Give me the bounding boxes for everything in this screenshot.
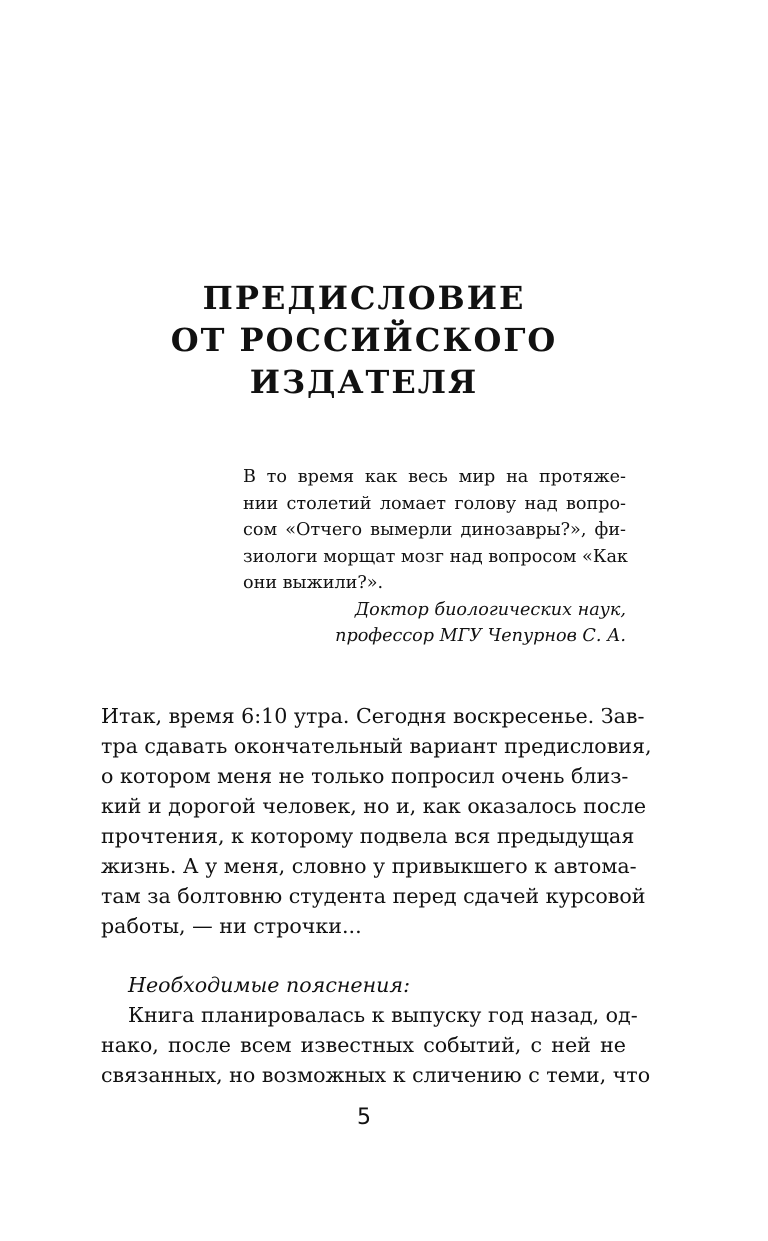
epigraph-line: нии столетий ломает голову над вопро- [243,493,626,514]
epigraph-attribution-line: профессор МГУ Чепурнов С. А. [335,626,626,646]
body-text [101,701,652,1090]
title-line: ИЗДАТЕЛЯ [249,363,479,401]
body-line: Книга планировалась к выпуску год назад, од- [128,1003,638,1027]
body-line: тра сдавать окончательный вариант предисловия, [101,734,652,758]
body-line: кий и дорогой человек, но и, как оказалось после [101,794,647,818]
epigraph-line: они выжили?». [243,573,384,593]
note-heading: Необходимые пояснения: [128,973,411,997]
body-line: прочтения, к которому подвела вся предыдущая [101,824,635,848]
epigraph-attribution-line: Доктор биологических наук, [354,599,626,620]
body-line: Итак, время 6:10 утра. Сегодня воскресенье. Зав- [101,704,645,728]
body-line: там за болтовню студента перед сдачей курсовой [101,884,646,908]
body-line: нако, после всем известных событий, с ней не [101,1033,626,1057]
body-line: связанных, но возможных к сличению с теми, что [101,1063,651,1087]
body-line: о котором меня не только попросил очень близ- [101,764,629,788]
epigraph-line: сом «Отчего вымерли динозавры?», фи- [243,520,626,540]
epigraph-line: В то время как весь мир на протяже- [243,467,626,487]
epigraph-line: зиологи морщат мозг над вопросом «Как [243,546,628,567]
chapter-title [100,277,628,403]
paragraph-gap [101,941,626,970]
body-line: работы, — ни строчки... [101,914,362,938]
title-line: ПРЕДИСЛОВИЕ [202,279,526,317]
page-number: 5 [357,1105,371,1130]
body-line: жизнь. А у меня, словно у привыкшего к автома- [101,854,637,878]
title-line: ОТ РОССИЙСКОГО [170,321,558,359]
epigraph [243,464,626,650]
